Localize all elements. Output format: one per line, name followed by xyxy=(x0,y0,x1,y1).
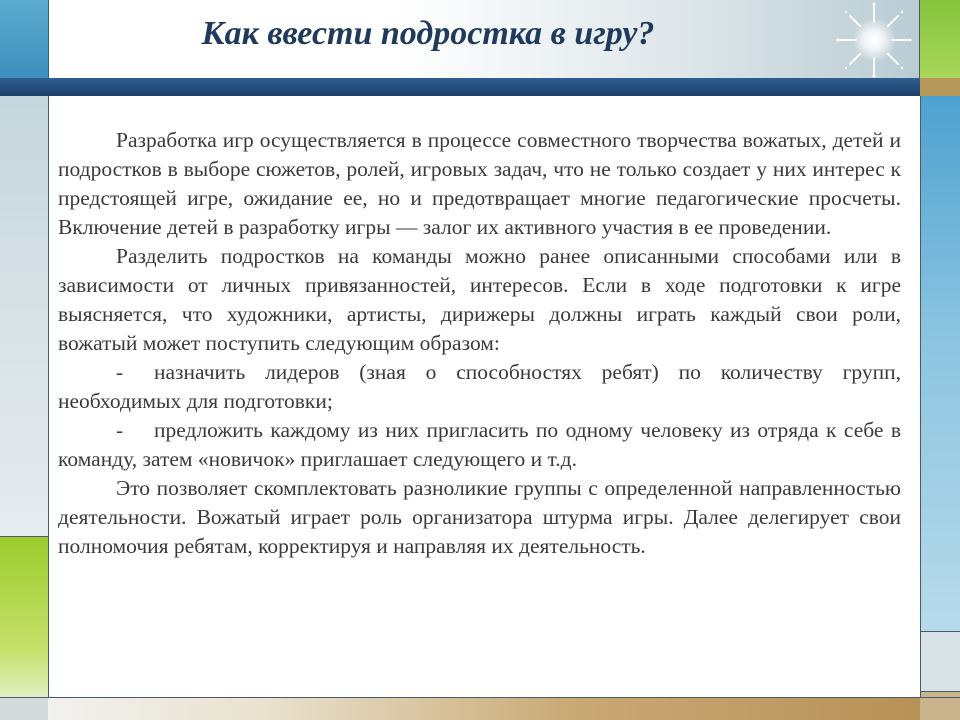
slide-body xyxy=(58,126,901,561)
header-divider-cap xyxy=(920,78,960,96)
right-blue-panel xyxy=(920,96,960,631)
frame-line xyxy=(0,697,960,698)
bullet-text: предложить каждому из них пригласить по одному человеку из отряда к себе в команду, затем «новичок» приглашает следующего и т.д. xyxy=(58,418,901,471)
left-green-panel xyxy=(0,537,48,697)
slide-title: Как ввести подростка в игру? xyxy=(201,15,655,52)
bullet-item xyxy=(58,416,901,474)
sparkle-icon xyxy=(832,2,916,78)
frame-line xyxy=(919,0,920,78)
left-top-block xyxy=(0,0,48,78)
bullet-marker: - xyxy=(116,418,124,442)
frame-line xyxy=(920,691,960,692)
left-bottom-block xyxy=(0,698,48,720)
body-paragraph: Это позволяет скомплектовать разноликие группы с определенной направленностью деятельности. Вожатый играет роль организатора штурма игры. Далее делегирует свои полномочия ребятам, корректируя и направляя их деятельность. xyxy=(58,476,901,558)
bottom-strip xyxy=(48,698,920,720)
body-paragraph: Разделить подростков на команды можно ранее описанными способами или в зависимости от личных привязанностей, интересов. Если в ходе подготовки к игре выясняется, что художники, артисты, дирижеры должны играть каждый свои роли, вожатый может поступить следующим образом: xyxy=(58,244,901,355)
left-gray-panel xyxy=(0,96,48,536)
bullet-text: назначить лидеров (зная о способностях ребят) по количеству групп, необходимых для подготовки; xyxy=(58,360,901,413)
right-tan-block xyxy=(920,691,960,720)
header-divider-bar xyxy=(0,78,960,96)
frame-line xyxy=(920,631,960,632)
right-pale-panel xyxy=(920,631,960,691)
bullet-item xyxy=(58,358,901,416)
right-top-green-block xyxy=(920,0,960,78)
body-paragraph: Разработка игр осуществляется в процессе совместного творчества вожатых, детей и подростков в выборе сюжетов, ролей, игровых задач, что не только создает у них интерес к предстоящей игре, ожидание ее, но и предотвращает многие педагогические просчеты. Включение детей в разработку игры — залог их активного участия в ее проведении. xyxy=(58,128,901,239)
frame-line xyxy=(0,536,48,537)
bullet-marker: - xyxy=(116,360,124,384)
